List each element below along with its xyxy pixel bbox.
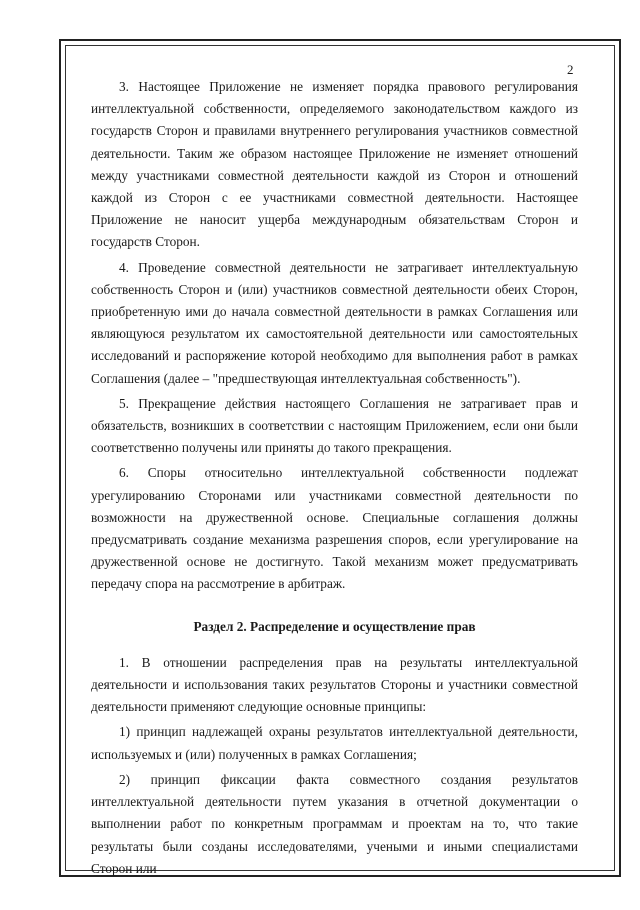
section-2-heading: Раздел 2. Распределение и осуществление прав — [193, 618, 476, 634]
paragraph-5: 5. Прекращение действия настоящего Соглашения не затрагивает прав и обязательств, возникших в соответствии с настоящим Приложением, если они были соответственно получены или приняты до такого прекращения. — [91, 395, 578, 456]
principle-2: 2) принцип фиксации факта совместного создания результатов интеллектуальной деятельности путем указания в отчетной документации о выполнении работ по конкретным программам и проектам на то, что такие результаты были созданы исследователями, учеными и иными специалистами Сторон или — [91, 771, 578, 876]
principle-1: 1) принцип надлежащей охраны результатов интеллектуальной деятельности, используемых и (или) полученных в рамках Соглашения; — [91, 724, 578, 762]
paragraph-4: 4. Проведение совместной деятельности не затрагивает интеллектуальную собственность Сторон и (или) участников совместной деятельности обеих Сторон, приобретенную ими до начала совместной деятельности в рамках Соглашения или являющуюся результатом их самостоятельной деятельности или самостоятельных исследований и распоряжение которой необходимо для выполнения работ в рамках Соглашения (далее – "предшествующая интеллектуальная собственность"). — [91, 259, 578, 386]
paragraph-6: 6. Споры относительно интеллектуальной собственности подлежат урегулированию Сторонами или участниками совместной деятельности по возможности на дружественной основе. Специальные соглашения должны предусматривать создание механизма разрешения споров, если урегулирование на дружественной основе не достигнуто. Такой механизм может предусматривать передачу спора на рассмотрение в арбитраж. — [91, 465, 578, 592]
page-number: 2 — [567, 62, 574, 77]
paragraph-3: 3. Настоящее Приложение не изменяет порядка правового регулирования интеллектуальной собственности, определяемого законодательством каждого из государств Сторон и правилами внутреннего регулирования участников совместной деятельности. Таким же образом настоящее Приложение не изменяет отношений между участниками совместной деятельности каждой из Сторон и отношений каждой из Сторон с ее участниками совместной деятельности. Настоящее Приложение не наносит ущерба международным обязательствам Сторон и государств Сторон. — [91, 79, 578, 250]
document-body — [91, 76, 578, 883]
section-2-paragraph-1: 1. В отношении распределения прав на результаты интеллектуальной деятельности и использования таких результатов Стороны и участники совместной деятельности применяют следующие основные принципы: — [91, 654, 578, 715]
